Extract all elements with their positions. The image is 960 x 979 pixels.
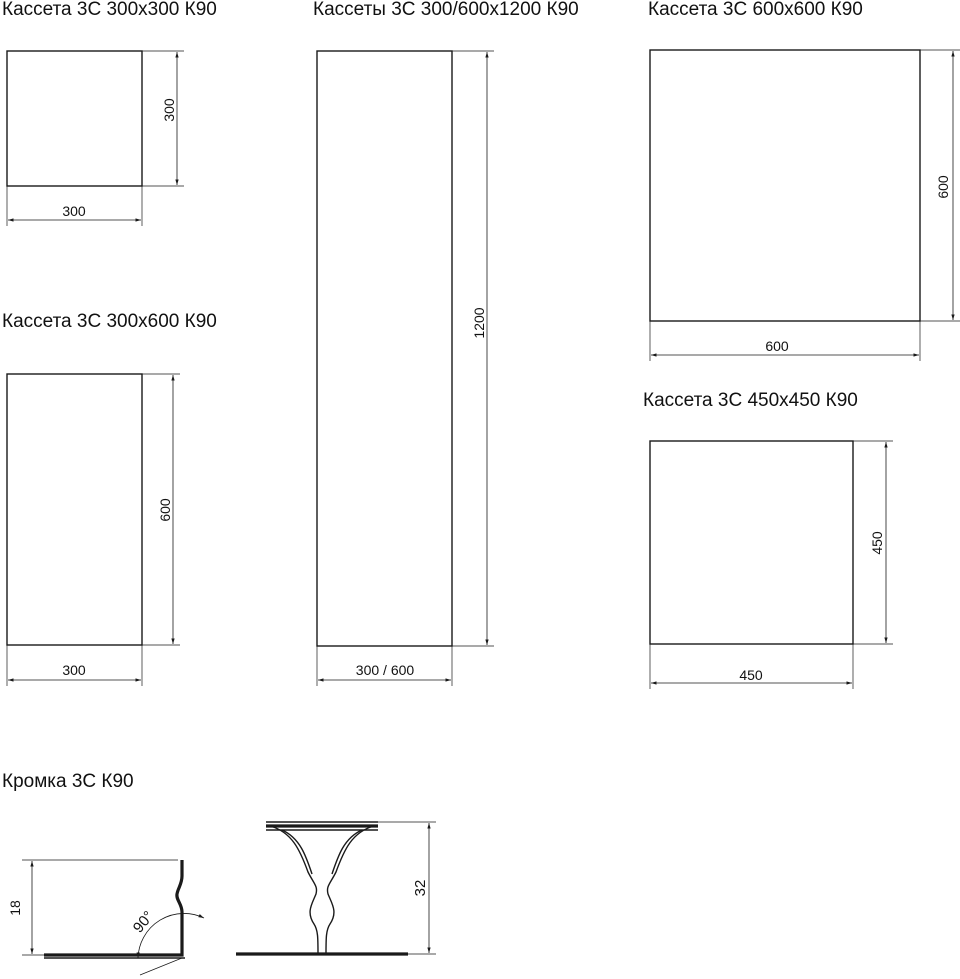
edge-profile-inner-lines — [282, 830, 362, 874]
dim-label-edge-height: 18 — [7, 900, 23, 916]
cassette-600x600 — [648, 0, 960, 361]
edge-profile-left-web — [270, 826, 318, 954]
dim-label-height: 450 — [869, 531, 885, 555]
dim-label-width: 300 — [62, 203, 86, 219]
title-cassette-600x600: Кассета 3С 600х600 К90 — [648, 0, 863, 20]
panel-450x450 — [650, 441, 853, 644]
title-edge: Кромка 3С К90 — [2, 771, 134, 792]
edge-profile-outline — [44, 860, 182, 955]
panel-300x600 — [7, 374, 142, 645]
edge-profile-l — [7, 860, 204, 975]
dim-label-height: 300 — [161, 98, 177, 122]
panel-300x300 — [7, 51, 142, 186]
dim-label-width: 300 — [62, 662, 86, 678]
dim-label-height: 600 — [157, 498, 173, 522]
cassette-300x600 — [2, 311, 217, 686]
panel-600x600 — [650, 50, 920, 321]
title-cassette-300x300: Кассета 3С 300х300 К90 — [2, 0, 217, 20]
cassette-300-600x1200 — [313, 0, 579, 686]
dim-label-height: 1200 — [471, 307, 487, 339]
dim-label-height: 600 — [935, 175, 951, 199]
panel-1200 — [317, 51, 452, 646]
edge-profile-t — [236, 822, 436, 954]
dim-label-width: 300 / 600 — [355, 662, 415, 678]
ext-line — [140, 958, 182, 975]
dim-label-width: 600 — [765, 338, 789, 354]
cassette-300x300 — [2, 0, 217, 226]
edge-section — [2, 771, 436, 975]
angle-label: 90° — [129, 907, 158, 937]
dim-label-width: 450 — [739, 667, 763, 683]
title-cassette-450x450: Кассета 3С 450х450 К90 — [643, 390, 858, 411]
title-cassette-1200: Кассеты 3С 300/600х1200 К90 — [313, 0, 579, 20]
dim-label-edge-height-2: 32 — [412, 879, 429, 897]
edge-profile-right-web — [326, 826, 374, 954]
title-cassette-300x600: Кассета 3С 300х600 К90 — [2, 311, 217, 332]
cassette-450x450 — [643, 390, 893, 689]
